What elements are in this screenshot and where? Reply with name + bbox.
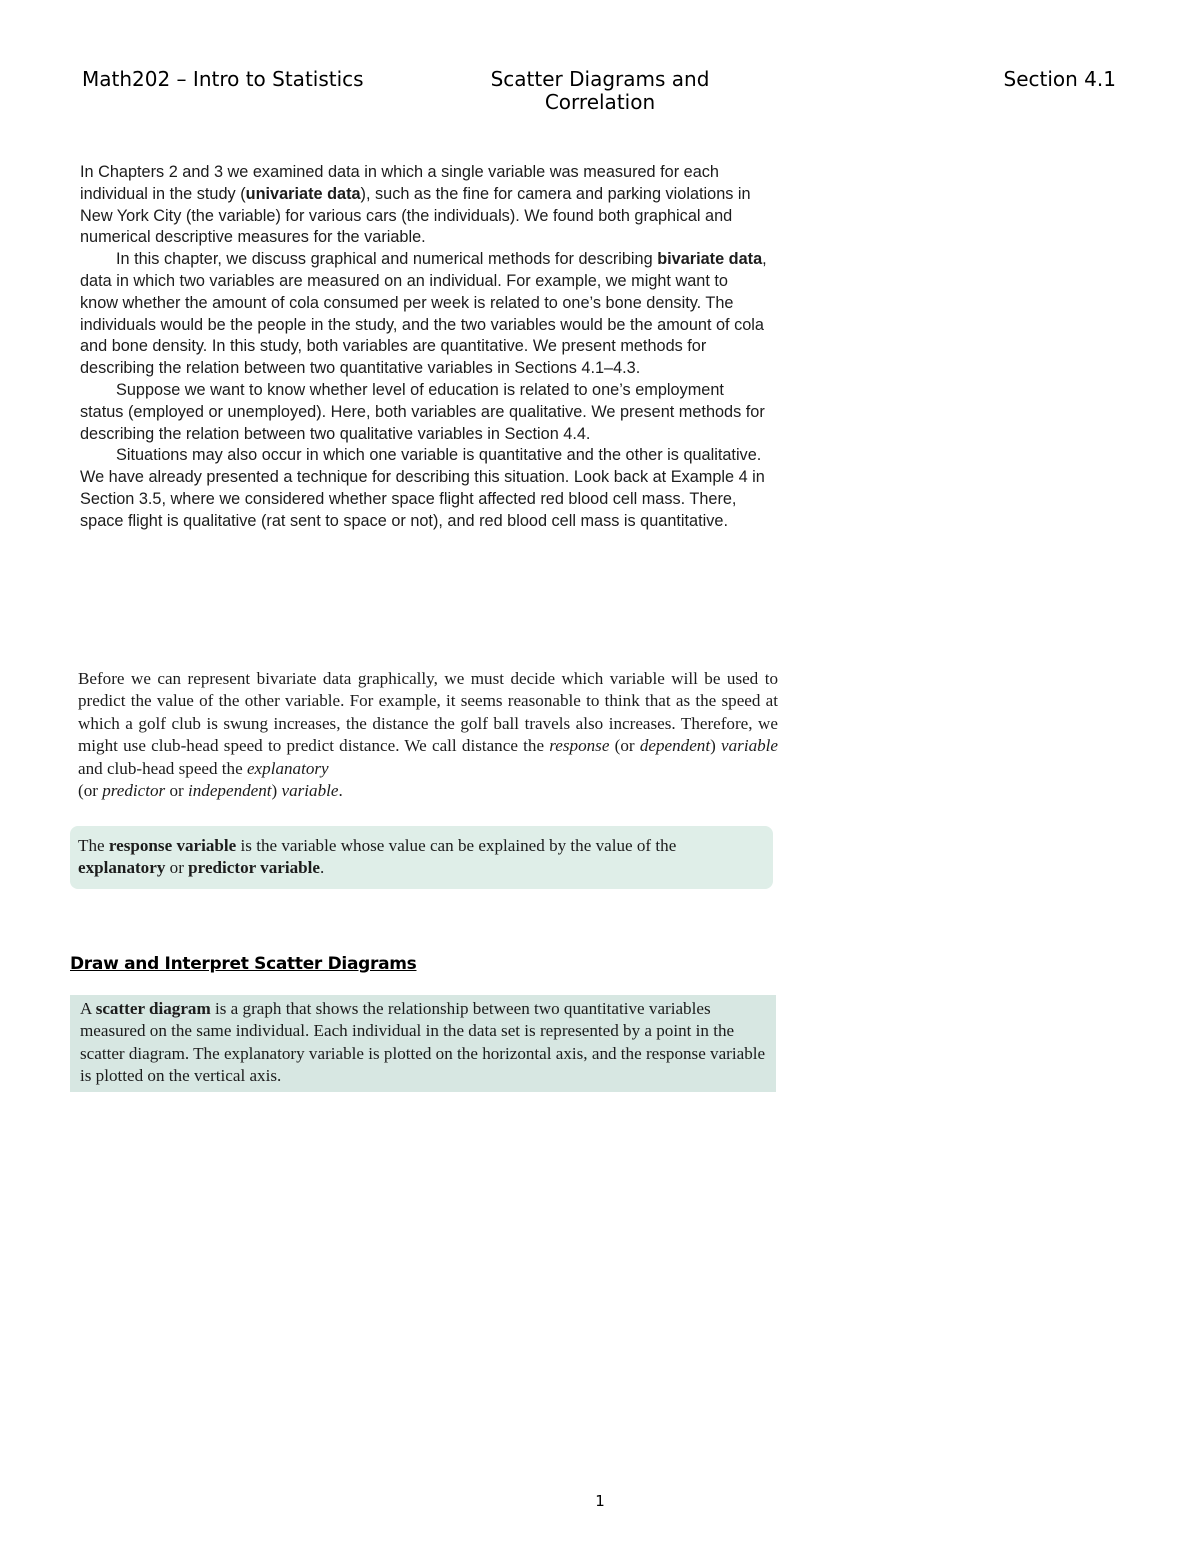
term-predictor: predictor <box>102 781 166 801</box>
text-run: or <box>165 858 189 878</box>
intro-paragraph-2 <box>80 249 770 380</box>
term-variable: variable <box>721 736 778 756</box>
text-run: (or <box>609 736 640 756</box>
term-dependent: dependent <box>639 736 711 756</box>
term-response: response <box>549 736 610 756</box>
text-run: , data in which two variables are measured on an individual. For example, we might want to know whether the amount of cola consumed per week is related to one’s bone density. The individuals would be the people in the study, and the two variables would be the amount of cola and bone density. In this study, both variables are quantitative. We present methods for describing the relation between two quantitative variables in Sections 4.1–4.3. <box>80 250 767 378</box>
text-run: The <box>78 836 109 855</box>
text-run: . <box>338 781 343 801</box>
topic-title <box>450 68 750 114</box>
intro-text <box>80 162 770 533</box>
topic-title-line2: Correlation <box>544 90 656 114</box>
text-run: ) <box>710 736 722 756</box>
term-explanatory: explanatory <box>78 858 166 878</box>
page-number: 1 <box>595 1492 605 1510</box>
text-run: In this chapter, we discuss graphical and numerical methods for describing <box>116 250 658 269</box>
text-run: ), such as the fine for camera and parking violations in New York City (the variable) for various cars (the individuals). We found both graphical and numerical descriptive measures for the variable. <box>80 184 751 247</box>
scatter-diagram-definition <box>70 995 776 1092</box>
term-explanatory: explanatory <box>246 758 329 778</box>
topic-title-line1: Scatter Diagrams and <box>490 67 710 91</box>
intro-paragraph-1 <box>80 162 770 249</box>
text-run: (or <box>78 781 103 801</box>
text-run: ) <box>271 781 282 801</box>
text-run: . <box>320 858 325 878</box>
term-univariate-data: univariate data <box>245 184 361 203</box>
term-predictor-variable: predictor variable <box>188 858 320 878</box>
course-title: Math202 – Intro to Statistics <box>82 67 364 91</box>
text-run: A <box>80 999 96 1018</box>
intro-paragraph-3: Suppose we want to know whether level of education is related to one’s employment status (employed or unemployed). Here, both variables are qualitative. We present methods for describing the relation between two qualitative variables in Section 4.4. <box>80 380 765 443</box>
term-response-variable: response variable <box>108 836 237 855</box>
text-run: or <box>165 781 188 801</box>
term-independent: independent <box>188 781 272 801</box>
text-run: is the variable whose value can be explained by the value of the <box>236 836 677 855</box>
term-variable: variable <box>281 781 339 801</box>
section-heading: Draw and Interpret Scatter Diagrams <box>70 954 417 974</box>
text-run: and club-head speed the <box>78 758 247 778</box>
text-run: In Chapters 2 and 3 we examined data in which a single variable was measured for each individual in the study ( <box>80 163 719 203</box>
term-bivariate-data: bivariate data <box>657 250 763 269</box>
term-scatter-diagram: scatter diagram <box>95 999 211 1018</box>
text-run: Before we can represent bivariate data graphically, we must decide which variable will be used to predict the value of the other variable. For example, it seems reasonable to think that as the speed at which a golf club is swung increases, the distance the golf ball travels also increases. Therefore, we might use club-head speed to predict distance. We call distance the <box>78 669 778 756</box>
explanation-paragraph <box>78 668 778 802</box>
intro-paragraph-4: Situations may also occur in which one variable is quantitative and the other is qualitative. We have already presented a technique for describing this situation. Look back at Example 4 in Section 3.5, where we considered whether space flight affected red blood cell mass. There, space flight is qualitative (rat sent to space or not), and red blood cell mass is quantitative. <box>80 446 765 530</box>
text-run: is a graph that shows the relationship between two quantitative variables measured on the same individual. Each individual in the data set is represented by a point in the scatter diagram. The explanatory variable is plotted on the horizontal axis, and the response variable is plotted on the vertical axis. <box>80 999 766 1086</box>
response-variable-definition <box>70 826 773 889</box>
section-label: Section 4.1 <box>1003 67 1116 91</box>
